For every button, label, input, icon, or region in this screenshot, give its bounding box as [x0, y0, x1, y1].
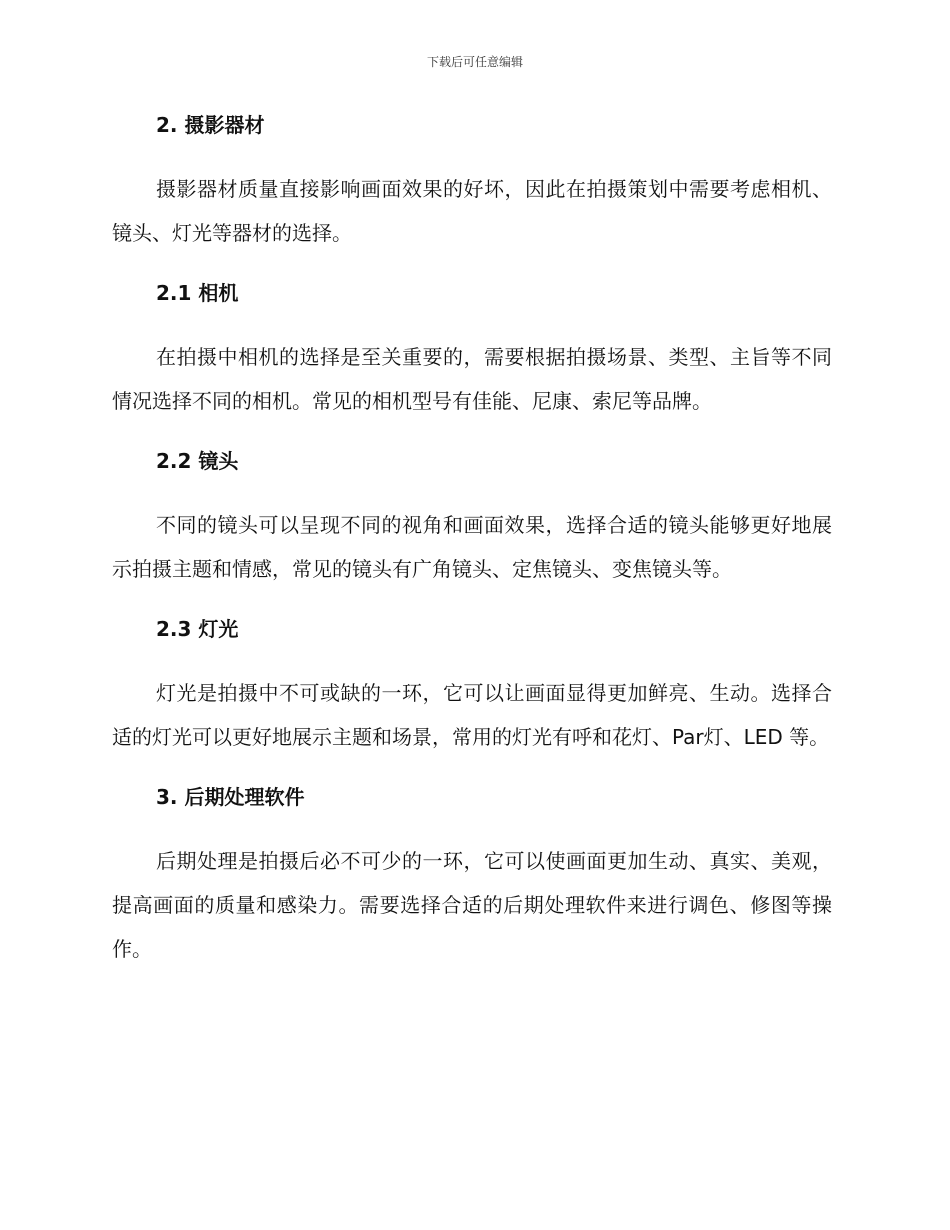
section-heading-post-processing: 3. 后期处理软件	[156, 785, 305, 809]
section-paragraph-photography-equipment: 摄影器材质量直接影响画面效果的好坏，因此在拍摄策划中需要考虑相机、镜头、灯光等器材的选择。	[112, 177, 832, 245]
section-paragraph-lighting: 灯光是拍摄中不可或缺的一环，它可以让画面显得更加鲜亮、生动。选择合适的灯光可以更好地展示主题和场景，常用的灯光有呼和花灯、Par灯、LED 等。	[112, 681, 832, 749]
section-paragraph-post-processing: 后期处理是拍摄后必不可少的一环，它可以使画面更加生动、真实、美观，提高画面的质量和感染力。需要选择合适的后期处理软件来进行调色、修图等操作。	[112, 849, 832, 961]
page-header: 下载后可任意编辑	[426, 55, 523, 69]
section-heading-photography-equipment: 2. 摄影器材	[156, 113, 265, 137]
section-heading-lens: 2.2 镜头	[156, 449, 239, 473]
section-paragraph-camera: 在拍摄中相机的选择是至关重要的，需要根据拍摄场景、类型、主旨等不同情况选择不同的相机。常见的相机型号有佳能、尼康、索尼等品牌。	[112, 345, 832, 413]
section-heading-lighting: 2.3 灯光	[156, 617, 239, 641]
document-body	[112, 110, 832, 971]
section-heading-camera: 2.1 相机	[156, 281, 239, 305]
section-paragraph-lens: 不同的镜头可以呈现不同的视角和画面效果，选择合适的镜头能够更好地展示拍摄主题和情感，常见的镜头有广角镜头、定焦镜头、变焦镜头等。	[112, 513, 832, 581]
